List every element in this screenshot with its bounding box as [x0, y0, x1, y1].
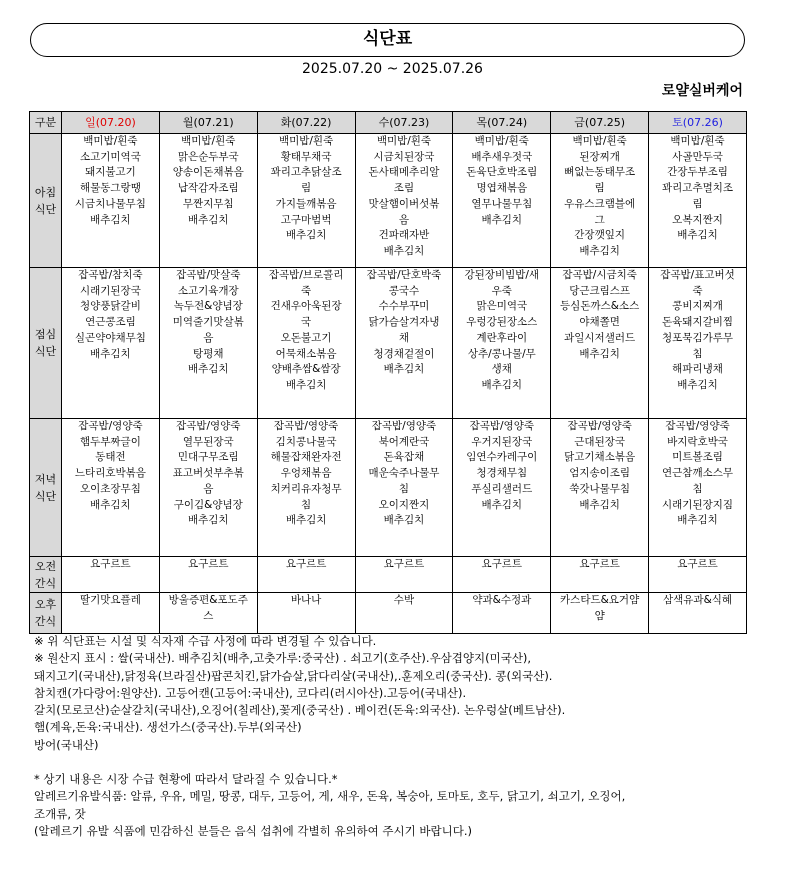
menu-item: 돈육잡채 — [383, 451, 425, 464]
menu-item: 잡곡밥/영양죽 — [78, 420, 143, 432]
menu-item: 돈육단호박조림 — [466, 166, 538, 179]
note-line: 참치캔(가다랑어:원양산). 고등어캔(고등어:국내산), 코다리(러시아산).고등어(국내산). — [34, 685, 467, 700]
menu-item: 배추김치 — [285, 378, 327, 391]
menu-item: 우죽 — [491, 284, 512, 297]
menu-item: 황태무채국 — [280, 150, 332, 163]
menu-item: 표고버섯부추볶 — [172, 467, 244, 480]
menu-cell — [257, 134, 355, 268]
menu-item: 백미밥/흰죽 — [83, 135, 138, 147]
menu-item: 소고기육개장 — [177, 284, 239, 297]
menu-item: 침 — [301, 498, 312, 511]
menu-item: 맑은순두부국 — [177, 150, 239, 163]
menu-item: 시래기된장국 — [79, 284, 141, 297]
menu-item: 배추김치 — [579, 244, 620, 257]
menu-item: 콩국수 — [388, 284, 420, 297]
menu-item: 잡곡밥/단호박죽 — [366, 269, 442, 281]
menu-item: 돈사태메추리알 — [368, 166, 440, 179]
menu-item: 고구마범벅 — [280, 213, 332, 226]
menu-cell — [551, 557, 649, 593]
menu-cell — [257, 593, 355, 634]
menu-item: 북어계란국 — [378, 435, 430, 448]
menu-cell — [62, 593, 160, 634]
date-range: 2025.07.20 ~ 2025.07.26 — [302, 61, 483, 77]
menu-item: 배추김치 — [187, 213, 229, 226]
menu-item: 배추김치 — [677, 514, 718, 527]
menu-item: 청포묵김가루무 — [662, 331, 734, 344]
menu-item: 과일시저샐러드 — [564, 331, 636, 344]
menu-item: 건파래자반 — [378, 229, 430, 242]
header-row — [30, 112, 747, 134]
menu-item: 배추김치 — [481, 213, 523, 226]
row-label — [30, 419, 62, 557]
row-label-line: 간식 — [34, 615, 57, 628]
menu-item: 삼색유과&식혜 — [663, 594, 733, 606]
menu-item: 죽 — [692, 284, 703, 297]
menu-item: 요구르트 — [481, 558, 523, 570]
menu-item: 오돈불고기 — [280, 331, 332, 344]
menu-item: 림 — [301, 182, 312, 195]
note-line: (알레르기 유발 식품에 민감하신 분들은 음식 섭취에 각별히 유의하여 주시기 바랍니다.) — [34, 823, 472, 838]
menu-cell — [551, 593, 649, 634]
menu-item: 해물동그랑땡 — [79, 182, 141, 195]
menu-cell — [62, 134, 160, 268]
menu-item: 우유스크램블에 — [564, 197, 636, 210]
menu-cell — [257, 419, 355, 557]
day-header-thu: 목(07.24) — [453, 112, 551, 134]
menu-item: 치커리유자청무 — [270, 482, 342, 495]
menu-item: 배추김치 — [579, 498, 620, 511]
note-line: 알레르기유발식품: 알류, 우유, 메밀, 땅콩, 대두, 고등어, 게, 새우, 돈육, 복숭아, 토마토, 호두, 닭고기, 쇠고기, 오징어, — [34, 789, 626, 804]
menu-item: 우엉채볶음 — [280, 467, 332, 480]
menu-item: 연근콩조림 — [85, 316, 136, 329]
menu-item: 콩비지찌개 — [672, 300, 723, 313]
menu-item: 시래기된장지짐 — [662, 498, 734, 511]
menu-item: 음 — [398, 213, 410, 226]
menu-item: 수박 — [393, 594, 415, 606]
row-label — [30, 268, 62, 419]
menu-cell — [62, 268, 160, 419]
row-label — [30, 134, 62, 268]
row-label-line: 간식 — [34, 576, 57, 590]
menu-cell — [159, 268, 257, 419]
menu-item: 야채쫄면 — [579, 316, 620, 329]
menu-cell — [551, 268, 649, 419]
menu-item: 생채 — [491, 363, 512, 376]
menu-item: 계란후라이 — [476, 331, 528, 344]
menu-item: 요구르트 — [579, 558, 620, 570]
menu-item: 잡곡밥/참치죽 — [78, 269, 143, 281]
menu-cell — [159, 134, 257, 268]
menu-cell — [355, 268, 453, 419]
menu-item: 닭고기채소볶음 — [564, 451, 636, 464]
menu-item: 해파리냉채 — [672, 363, 723, 376]
menu-item: 쑥갓나물무침 — [569, 482, 631, 495]
menu-item: 조림 — [393, 182, 415, 195]
menu-item: 청경채무침 — [476, 467, 528, 480]
menu-item: 맛살햄이버섯볶 — [368, 197, 440, 210]
menu-item: 근대된장국 — [574, 435, 625, 448]
menu-item: 민대구무조림 — [177, 451, 239, 464]
menu-cell — [453, 134, 551, 268]
menu-item: 카스타드&요거얌 — [560, 594, 640, 606]
menu-item: 배추김치 — [187, 363, 229, 376]
menu-item: 바지락호박국 — [667, 435, 728, 448]
menu-cell — [355, 593, 453, 634]
menu-item: 매운숙주나물무 — [368, 467, 440, 480]
menu-item: 침 — [398, 482, 410, 495]
row-label-line: 점심 — [34, 328, 57, 341]
menu-item: 배추김치 — [90, 347, 131, 360]
menu-item: 배추새우젓국 — [471, 150, 533, 163]
note-line: ※ 위 식단표는 시설 및 식자재 수급 사정에 따라 변경될 수 있습니다. — [34, 634, 377, 648]
menu-item: 채 — [398, 331, 410, 344]
row-label-line: 저녁 — [34, 472, 57, 486]
menu-item: 양배추쌈&쌈장 — [271, 363, 341, 376]
menu-cell — [62, 557, 160, 593]
menu-item: 구이김&양념장 — [173, 498, 243, 511]
menu-cell — [551, 134, 649, 268]
row-label — [30, 593, 62, 634]
row-label — [30, 557, 62, 593]
menu-item: 시금치된장국 — [373, 150, 435, 163]
menu-item: 잡곡밥/브로콜리 — [268, 269, 344, 281]
note-line: * 상기 내용은 시장 수급 현황에 따라서 달라질 수 있습니다.* — [34, 772, 338, 787]
menu-item: 배추김치 — [481, 498, 523, 511]
menu-item: 잡곡밥/표고버섯 — [660, 269, 735, 281]
meal-row-dinner — [30, 419, 747, 557]
menu-item: 배추김치 — [579, 347, 620, 360]
menu-item: 건새우아욱된장 — [270, 300, 342, 313]
menu-item: 간장두부조림 — [667, 166, 728, 179]
day-header-wed: 수(07.23) — [355, 112, 453, 134]
menu-item: 잡곡밥/영양죽 — [665, 420, 730, 432]
menu-item: 햄두부짜글이 — [79, 435, 141, 448]
menu-cell — [649, 134, 747, 268]
menu-item: 우렁강된장소스 — [466, 316, 538, 329]
menu-cell — [159, 419, 257, 557]
menu-item: 오이지짠지 — [378, 498, 430, 511]
menu-item: 오이초장무침 — [79, 482, 141, 495]
menu-item: 실곤약야채무침 — [74, 331, 146, 344]
menu-cell — [159, 557, 257, 593]
menu-item: 요구르트 — [90, 558, 131, 570]
menu-item: 배추김치 — [383, 514, 425, 527]
menu-cell — [649, 419, 747, 557]
menu-item: 맑은미역국 — [476, 300, 528, 313]
menu-item: 백미밥/흰죽 — [376, 135, 432, 147]
menu-item: 미역줄기맛살볶 — [172, 316, 244, 329]
menu-item: 배추김치 — [481, 378, 523, 391]
menu-item: 잡곡밥/영양죽 — [469, 420, 534, 432]
menu-cell — [453, 593, 551, 634]
menu-item: 등심돈까스&소스 — [560, 300, 640, 313]
menu-cell — [649, 268, 747, 419]
meal-row-breakfast — [30, 134, 747, 268]
menu-item: 방울증편&포도주 — [168, 594, 248, 606]
menu-item: 요구르트 — [383, 558, 425, 570]
menu-cell — [257, 557, 355, 593]
menu-item: 잡곡밥/영양죽 — [273, 420, 339, 432]
day-header-sat: 토(07.26) — [649, 112, 747, 134]
menu-cell — [257, 268, 355, 419]
menu-item: 배추김치 — [383, 244, 425, 257]
menu-item: 바나나 — [290, 594, 322, 606]
menu-item: 요구르트 — [187, 558, 229, 570]
day-header-sun: 일(07.20) — [62, 112, 160, 134]
menu-item: 약과&수정과 — [472, 594, 532, 606]
menu-item: 꽈리고추멸치조 — [662, 182, 734, 195]
menu-item: 당근크림스프 — [569, 284, 631, 297]
menu-item: 해물잡채완자전 — [270, 451, 342, 464]
menu-item: 시금치나물무침 — [74, 197, 146, 210]
menu-item: 푸실리샐러드 — [471, 482, 533, 495]
menu-item: 열무된장국 — [182, 435, 234, 448]
menu-cell — [453, 419, 551, 557]
menu-item: 강된장비빔밥/새 — [464, 269, 540, 281]
menu-cell — [649, 593, 747, 634]
menu-item: 수수부꾸미 — [378, 300, 430, 313]
menu-item: 우거지된장국 — [471, 435, 533, 448]
menu-item: 잡곡밥/영양죽 — [567, 420, 632, 432]
menu-item: 백미밥/흰죽 — [474, 135, 529, 147]
menu-item: 납작감자조림 — [177, 182, 239, 195]
day-header-mon: 월(07.21) — [159, 112, 257, 134]
page-title: 식단표 — [30, 23, 745, 57]
menu-item: 그 — [594, 213, 605, 226]
menu-item: 열무나물무침 — [471, 197, 533, 210]
note-line — [34, 754, 764, 771]
menu-item: 백미밥/흰죽 — [670, 135, 725, 147]
menu-item: 돈육돼지갈비찜 — [662, 316, 734, 329]
menu-cell — [355, 419, 453, 557]
menu-item: 꽈리고추닭살조 — [270, 166, 342, 179]
menu-item: 무짠지무침 — [182, 197, 234, 210]
menu-item: 뼈없는동태무조 — [564, 166, 636, 179]
menu-item: 오복지짠지 — [672, 213, 723, 226]
menu-item: 탕평채 — [193, 347, 224, 360]
menu-item: 녹두전&양념장 — [173, 300, 243, 313]
menu-item: 침 — [692, 347, 703, 360]
row-label-line: 식단 — [34, 489, 57, 503]
menu-item: 동태전 — [95, 451, 126, 464]
menu-item: 어묵채소볶음 — [275, 347, 337, 360]
menu-item: 느타리호박볶음 — [74, 467, 146, 480]
menu-item: 연근참깨소스무 — [662, 467, 734, 480]
notes-section — [34, 633, 764, 840]
menu-item: 닭가슴살겨자냉 — [368, 316, 440, 329]
menu-item: 잡곡밥/영양죽 — [371, 420, 437, 432]
menu-item: 청경채겉절이 — [373, 347, 435, 360]
menu-item: 스 — [203, 609, 214, 622]
menu-item: 간장깻잎지 — [574, 229, 625, 242]
menu-item: 돼지불고기 — [85, 166, 136, 179]
corner-label: 구분 — [30, 112, 62, 134]
row-label-line: 식단 — [34, 202, 57, 216]
organization-name: 로얄실버케어 — [661, 83, 743, 99]
menu-item: 배추김치 — [187, 514, 229, 527]
meal-row-morning-snack — [30, 557, 747, 593]
meal-row-lunch — [30, 268, 747, 419]
menu-cell — [551, 419, 649, 557]
menu-item: 배추김치 — [383, 363, 425, 376]
menu-item: 음 — [203, 331, 214, 344]
menu-item: 양송이돈채볶음 — [172, 166, 244, 179]
menu-item: 잡곡밥/영양죽 — [176, 420, 241, 432]
menu-item: 백미밥/흰죽 — [572, 135, 627, 147]
menu-item: 명엽채볶음 — [476, 182, 528, 195]
menu-item: 잡곡밥/맛살죽 — [176, 269, 241, 281]
menu-item: 백미밥/흰죽 — [181, 135, 236, 147]
menu-item: 배추김치 — [90, 498, 131, 511]
menu-cell — [62, 419, 160, 557]
menu-item: 림 — [594, 182, 605, 195]
menu-item: 된장찌개 — [579, 150, 620, 163]
menu-item: 소고기미역국 — [79, 150, 141, 163]
note-line: ※ 원산지 표시 : 쌀(국내산). 배추김치(배추,고춧가루:중국산) . 쇠고기(호주산).우삼겹양지(미국산), — [34, 651, 532, 666]
menu-item: 청양풍닭갈비 — [79, 300, 141, 313]
menu-item: 요구르트 — [677, 558, 718, 570]
meal-row-afternoon-snack — [30, 593, 747, 634]
menu-item: 요구르트 — [285, 558, 327, 570]
menu-item: 림 — [692, 197, 703, 210]
menu-item: 침 — [692, 482, 703, 495]
note-line: 돼지고기(국내산),닭정육(브라질산)팝콘치킨,닭가슴살,닭다리살(국내산),.훈제오리(중국산). 콩(외국산). — [34, 668, 553, 683]
menu-item: 배추김치 — [677, 378, 718, 391]
row-label-line: 오후 — [34, 598, 57, 611]
menu-item: 미트볼조림 — [672, 451, 723, 464]
menu-item: 딸기맛요플레 — [79, 594, 141, 606]
menu-cell — [453, 557, 551, 593]
menu-cell — [355, 134, 453, 268]
note-line: 햄(계육,돈육:국내산). 생선가스(중국산).두부(외국산) — [34, 720, 302, 735]
menu-item: 배추김치 — [285, 514, 327, 527]
row-label-line: 아침 — [34, 185, 57, 199]
menu-item: 사골만두국 — [672, 150, 723, 163]
menu-item: 배추김치 — [677, 229, 718, 242]
menu-cell — [649, 557, 747, 593]
note-line: 방어(국내산) — [34, 737, 99, 752]
row-label-line: 식단 — [34, 345, 57, 358]
day-header-tue: 화(07.22) — [257, 112, 355, 134]
menu-item: 임연수카레구이 — [466, 451, 538, 464]
menu-item: 가지들깨볶음 — [275, 197, 337, 210]
menu-item: 김치콩나물국 — [275, 435, 337, 448]
menu-item: 상추/콩나물/무 — [467, 347, 536, 360]
menu-item: 얌 — [594, 609, 605, 622]
note-line: 조개류, 잣 — [34, 806, 86, 821]
menu-item: 국 — [301, 316, 312, 329]
menu-item: 죽 — [301, 284, 312, 297]
menu-item: 배추김치 — [285, 229, 327, 242]
menu-table — [29, 111, 747, 634]
menu-item: 배추김치 — [90, 213, 131, 226]
menu-item: 잡곡밥/시금치죽 — [562, 269, 637, 281]
menu-item: 백미밥/흰죽 — [278, 135, 334, 147]
note-line: 갈치(모로코산)순살갈치(국내산),오징어(칠레산),꽃게(중국산) . 베이컨(돈육:외국산). 논우렁살(베트남산). — [34, 703, 566, 718]
menu-item: 엄지송이조림 — [569, 467, 631, 480]
menu-cell — [159, 593, 257, 634]
day-header-fri: 금(07.25) — [551, 112, 649, 134]
row-label-line: 오전 — [34, 559, 57, 573]
menu-item: 음 — [203, 482, 214, 495]
menu-cell — [453, 268, 551, 419]
menu-cell — [355, 557, 453, 593]
